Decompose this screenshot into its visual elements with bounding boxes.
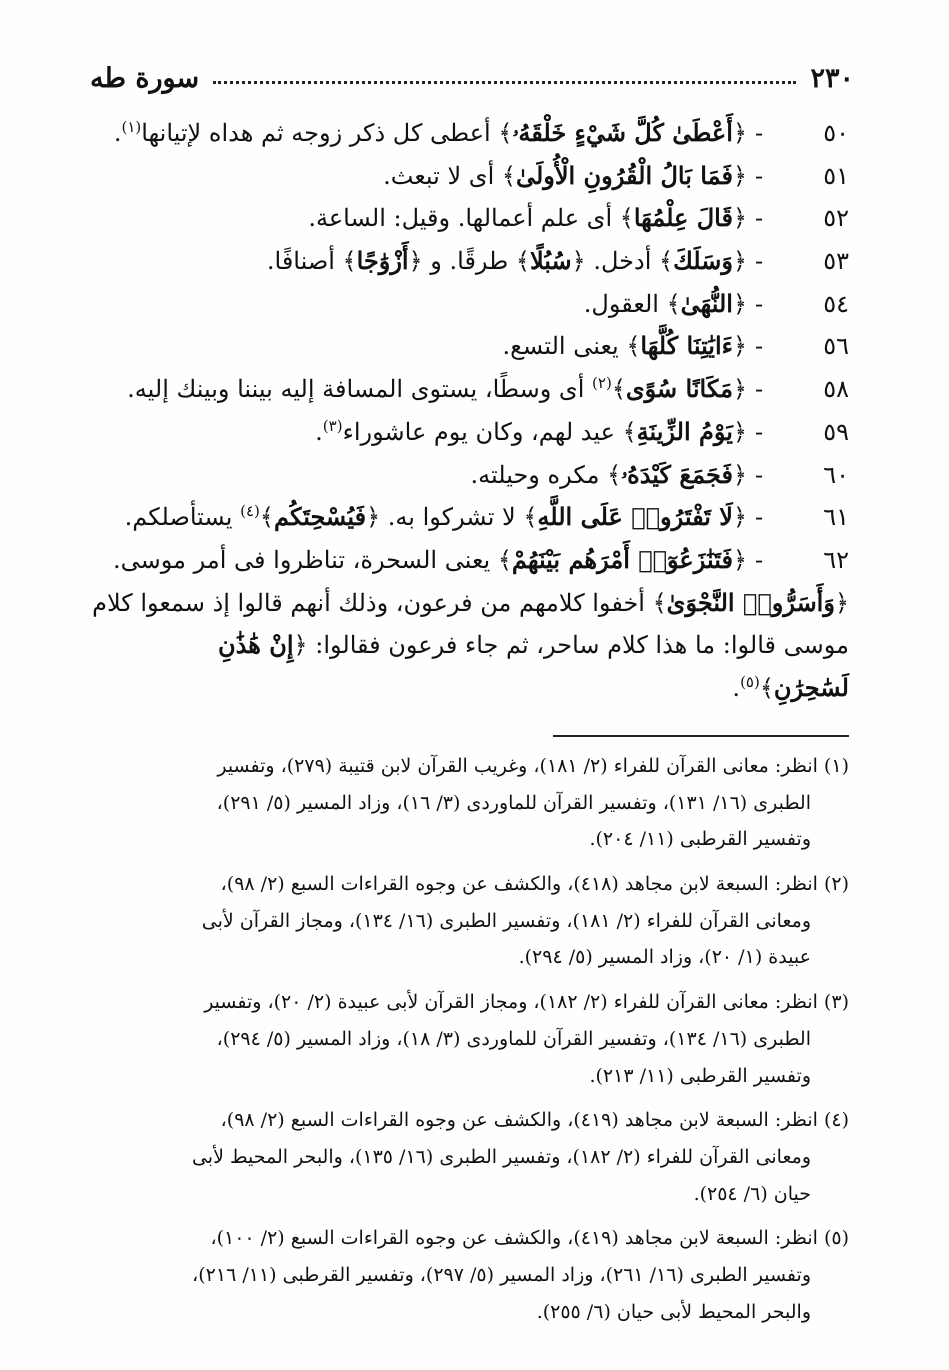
entry-number: ٥١ [823, 161, 849, 190]
explanation: يستأصلكم. [124, 503, 233, 532]
entry-number: ٥٤ [823, 289, 849, 318]
quran-phrase: ءَايَٰتِنَا كُلَّهَا [640, 331, 733, 361]
quran-phrase: أَعْطَىٰ كُلَّ شَيْءٍ خَلْقَهُۥ [512, 118, 733, 147]
paragraph-text: أخفوا كلامهم من فرعون، وذلك أنهم قالوا إذ سمعوا كلام [92, 588, 645, 617]
explanation: عيد لهم، وكان يوم عاشوراء [342, 417, 615, 446]
quran-phrase: فَمَا بَالُ الْقُرُونِ الْأُولَىٰ [515, 160, 733, 190]
header-dotted-leader [213, 81, 796, 84]
explanation: يعنى السحرة، تناظروا فى أمر موسى. [113, 545, 491, 574]
footnote: (٤) انظر: السبعة لابن مجاهد (٤١٩)، والكشف عن وجوه القراءات السبع (٢/ ٩٨)، ومعانى القرآن للفراء (٢/ ١٨٢)، وتفسير الطبرى (١٦/ ١٣٥)، والبحر المحيط لأبى حيان (٦/ ٢٥٤). [191, 1109, 849, 1205]
entry-number: ٥٨ [823, 375, 849, 404]
entry-number: ٥٦ [823, 332, 849, 361]
explanation: لا تشركوا به. [387, 503, 516, 532]
explanation: أى لا تبعث. [383, 161, 495, 190]
quran-phrase: النُّهَىٰ [680, 288, 733, 318]
entry-line: ٥٨ - ﴿مَكَانًا سُوًى﴾$^{(٢)}$ أى وسطًا، يستوى المسافة إليه بيننا وبينك إليه. [95, 368, 849, 411]
continuation-paragraph: ﴿وَأَسَرُّوا۟ النَّجْوَىٰ﴾ أخفوا كلامهم من فرعون، وذلك أنهم قالوا إذ سمعوا كلام موسى قالوا: ما هذا كلام ساحر، ثم جاء فرعون فقالوا: ﴿إِنْ هَٰذَٰنِ لَسَٰحِرَٰنِ﴾$^{(٥)}$. [92, 587, 849, 702]
footnote-ref: (٢) [592, 374, 612, 393]
footnotes [95, 748, 849, 1338]
quran-phrase: إِنْ هَٰذَٰنِ [218, 630, 294, 660]
entry-line: ٦٢ - ﴿فَتَنَٰزَعُوٓا۟ أَمْرَهُم بَيْنَهُمْ﴾ يعنى السحرة، تناظروا فى أمر موسى. [95, 539, 849, 582]
entry-number: ٥٠ [823, 119, 849, 147]
explanation: أعطى كل ذكر زوجه ثم هداه لإتيانها [141, 119, 491, 147]
explanation: أى علم أعمالها. وقيل: الساعة. [308, 204, 613, 233]
quran-phrase: مَكَانًا سُوًى [625, 374, 733, 404]
paragraph-text: موسى قالوا: ما هذا كلام ساحر، ثم جاء فرعون فقالوا: [315, 631, 849, 660]
quran-phrase: لَا تَفْتَرُوا۟ عَلَى اللَّهِ [537, 502, 733, 532]
entry-line: ٥٢ - ﴿قَالَ عِلْمُهَا﴾ أى علم أعمالها. وقيل: الساعة. [95, 197, 849, 240]
entry-line: ٥٤ - ﴿النُّهَىٰ﴾ العقول. [95, 283, 849, 326]
quran-phrase: وَسَلَكَ [673, 246, 733, 276]
footnote: (١) انظر: معانى القرآن للفراء (٢/ ١٨١)، وغريب القرآن لابن قتيبة (٢٧٩)، وتفسير الطبرى (١٦/ ١٣١)، وتفسير القرآن للماوردى (٣/ ١٦)، وزاد المسير (٥/ ٢٩١)، وتفسير القرطبى (١١/ ٢٠٤). [216, 755, 849, 851]
quran-phrase: أَزْوَٰجًا [356, 246, 409, 276]
footnote: (٣) انظر: معانى القرآن للفراء (٢/ ١٨٢)، ومجاز القرآن لأبى عبيدة (٢/ ٢٠)، وتفسير الطبرى (١٦/ ١٣٤)، وتفسير القرآن للماوردى (٣/ ١٨)، وزاد المسير (٥/ ٢٩٤)، وتفسير القرطبى (١١/ ٢١٣). [204, 991, 849, 1087]
entry-number: ٦٢ [823, 545, 849, 574]
footnote-separator [553, 735, 849, 737]
explanation: أدخل. [593, 247, 652, 276]
footnote-ref: (٣) [322, 416, 343, 435]
surah-title: سورة طه [90, 62, 200, 94]
entry-line: ٦١ - ﴿لَا تَفْتَرُوا۟ عَلَى اللَّهِ﴾ لا تشركوا به. ﴿فَيُسْحِتَكُم﴾$^{(٤)}$ يستأصلكم. [95, 496, 849, 539]
explanation: أصنافًا. [266, 247, 335, 276]
entry-number: ٦٠ [823, 460, 849, 489]
quran-phrase: فَتَنَٰزَعُوٓا۟ أَمْرَهُم بَيْنَهُمْ [511, 544, 733, 574]
explanation: طرقًا. و [430, 247, 509, 276]
explanation: يعنى التسع. [502, 332, 619, 361]
page-number: ٢٣٠ [810, 62, 854, 94]
entry-line: ٥٠ - ﴿أَعْطَىٰ كُلَّ شَيْءٍ خَلْقَهُۥ﴾ أعطى كل ذكر زوجه ثم هداه لإتيانها$^{(١)}$. [95, 112, 849, 155]
entry-number: ٥٢ [823, 204, 849, 233]
quran-phrase: فَيُسْحِتَكُم [273, 502, 367, 532]
explanation: العقول. [583, 289, 659, 318]
footnote: (٢) انظر: السبعة لابن مجاهد (٤١٨)، والكشف عن وجوه القراءات السبع (٢/ ٩٨)، ومعانى القرآن للفراء (٢/ ١٨١)، وتفسير الطبرى (١٦/ ١٣٤)، ومجاز القرآن لأبى عبيدة (١/ ٢٠)، وزاد المسير (٥/ ٢٩٤). [201, 873, 849, 969]
quran-phrase: لَسَٰحِرَٰنِ [773, 672, 849, 702]
entry-number: ٦١ [823, 503, 849, 532]
footnote-ref: (٥) [740, 672, 760, 691]
page-header [90, 58, 854, 98]
explanation: أى وسطًا، يستوى المسافة إليه بيننا وبينك إليه. [127, 375, 585, 404]
entry-line: ٥٦ - ﴿ءَايَٰتِنَا كُلَّهَا﴾ يعنى التسع. [95, 325, 849, 368]
quran-phrase: قَالَ عِلْمُهَا [633, 203, 733, 233]
quran-phrase: سُبُلًا [529, 246, 572, 276]
entry-line: ٥٩ - ﴿يَوْمُ الزِّينَةِ﴾ عيد لهم، وكان يوم عاشوراء$^{(٣)}$. [95, 411, 849, 454]
entry-line: ٦٠ - ﴿فَجَمَعَ كَيْدَهُۥ﴾ مكره وحيلته. [95, 454, 849, 497]
quran-phrase: يَوْمُ الزِّينَةِ [636, 416, 733, 446]
entry-line: ٥٣ - ﴿وَسَلَكَ﴾ أدخل. ﴿سُبُلًا﴾ طرقًا. و ﴿أَزْوَٰجًا﴾ أصنافًا. [95, 240, 849, 283]
footnote-ref: (٤) [240, 502, 260, 521]
entry-number: ٥٣ [823, 247, 849, 276]
entry-number: ٥٩ [823, 417, 849, 446]
footnote: (٥) انظر: السبعة لابن مجاهد (٤١٩)، والكشف عن وجوه القراءات السبع (٢/ ١٠٠)، وتفسير الطبرى (١٦/ ٢٦١)، وزاد المسير (٥/ ٢٩٧)، وتفسير القرطبى (١١/ ٢١٦)، والبحر المحيط لأبى حيان (٦/ ٢٥٥). [192, 1227, 849, 1323]
footnote-ref: (١) [121, 118, 142, 136]
main-text [92, 112, 849, 710]
entry-line: ٥١ - ﴿فَمَا بَالُ الْقُرُونِ الْأُولَىٰ﴾ أى لا تبعث. [95, 155, 849, 198]
explanation: مكره وحيلته. [470, 460, 600, 489]
quran-phrase: فَجَمَعَ كَيْدَهُۥ [621, 459, 733, 489]
quran-phrase: وَأَسَرُّوا۟ النَّجْوَىٰ [666, 587, 835, 617]
